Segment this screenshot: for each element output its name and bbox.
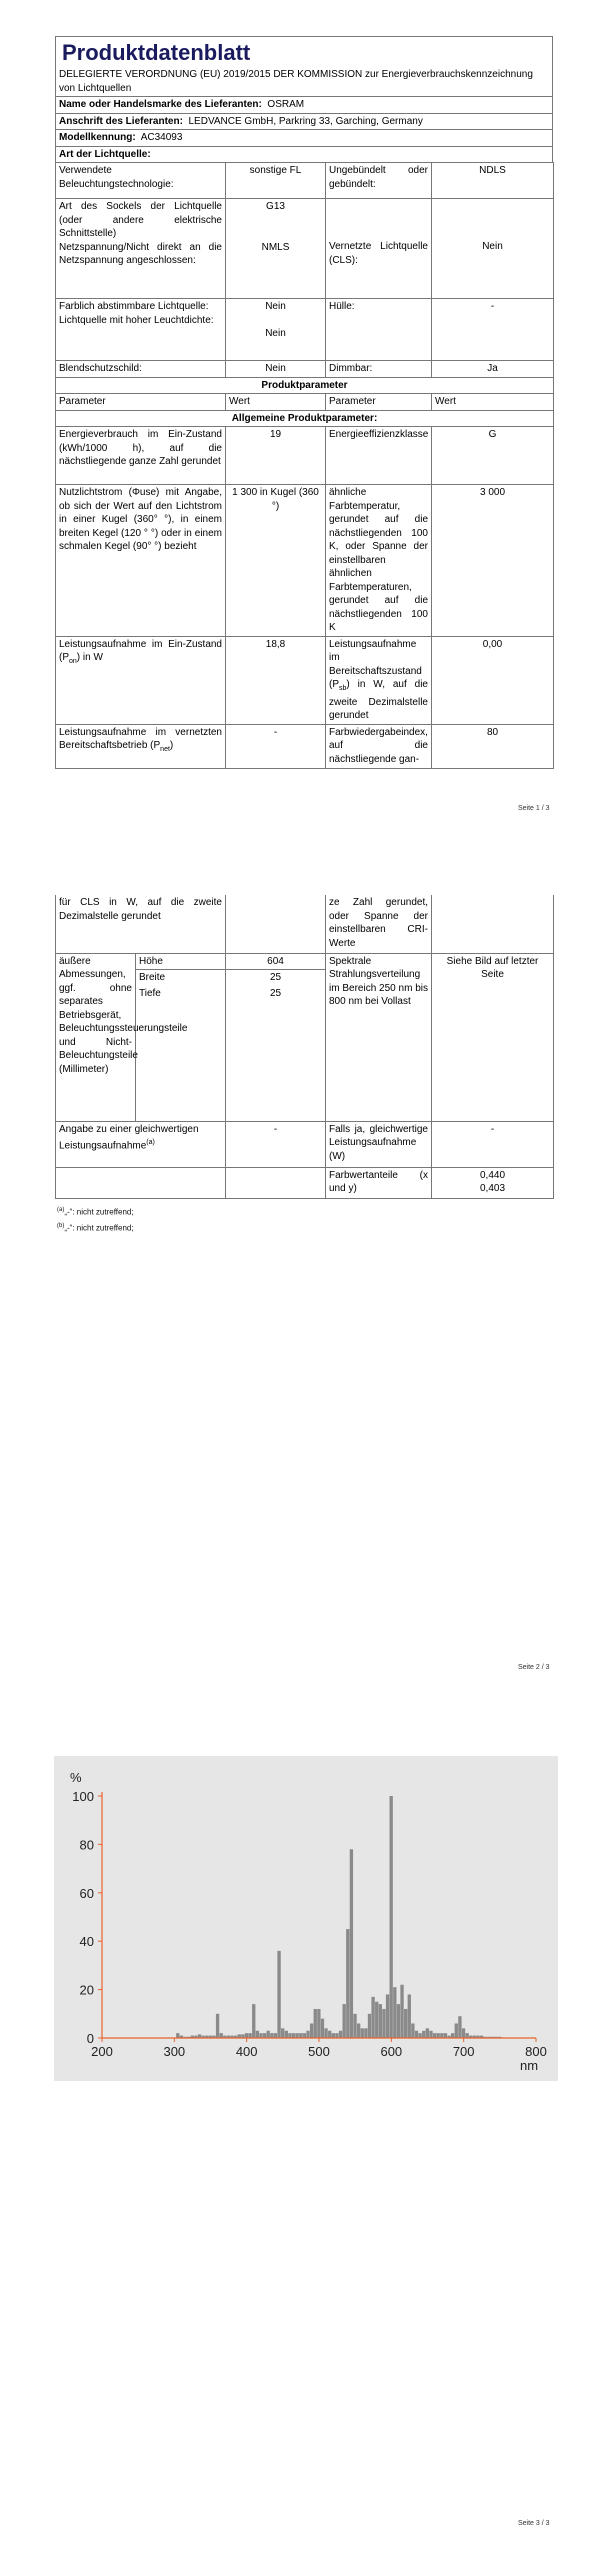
- spectral-value: Siehe Bild auf letzter Seite: [432, 953, 554, 1121]
- cri-value: 80: [432, 724, 554, 768]
- spectrum-bar: [364, 2028, 367, 2038]
- footnote-a: $^{(a)}$„-“: nicht zutreffend;: [57, 1206, 134, 1217]
- netsb-label: Leistungsaufnahme im vernetzten Bereitschaftsbetrieb $(P_{net})$: [56, 724, 226, 768]
- envelope-label: Hülle:: [326, 299, 432, 361]
- class-value: G: [432, 427, 554, 485]
- spectrum-bar: [353, 2014, 356, 2038]
- spectrum-bar: [256, 2031, 259, 2038]
- spectrum-bar: [375, 2002, 378, 2038]
- col-param-1: Parameter: [56, 394, 226, 411]
- page-number-1: Seite 1 / 3: [518, 805, 550, 812]
- chroma-y: 0,403: [479, 1183, 506, 1194]
- connected-label: Vernetzte Lichtquelle (CLS):: [326, 199, 432, 299]
- page-number-2: Seite 2 / 3: [518, 1664, 550, 1671]
- spectrum-bar: [368, 2014, 371, 2038]
- spectrum-bar: [357, 2023, 360, 2038]
- product-params-heading: Produktparameter: [56, 377, 554, 394]
- power-on-value: 18,8: [226, 636, 326, 724]
- x-tick-label: 800: [525, 2044, 547, 2059]
- x-tick-label: 500: [308, 2044, 330, 2059]
- regulation-text: DELEGIERTE VERORDNUNG (EU) 2019/2015 DER KOMMISSION zur Energieverbrauchskennzeichnung von Lichtquellen: [56, 67, 553, 97]
- spectrum-bar: [176, 2033, 179, 2038]
- spectrum-bar: [216, 2014, 219, 2038]
- equiv-power-value: -: [432, 1121, 554, 1167]
- continuation-table: [55, 895, 554, 1199]
- spectrum-bar: [350, 1849, 353, 2038]
- height-value: 604: [226, 954, 325, 971]
- header-table: [55, 36, 553, 163]
- y-axis-label: %: [70, 1770, 82, 1785]
- netsb-value: -: [226, 724, 326, 768]
- equiv-power-label: Falls ja, gleichwertige Leistungsaufnahme (W): [326, 1121, 432, 1167]
- spectrum-bar: [339, 2031, 342, 2038]
- empty-cell: [432, 895, 554, 953]
- spectrum-bar: [433, 2033, 436, 2038]
- dimmable-label: Dimmbar:: [326, 361, 432, 378]
- spectrum-bar: [393, 1987, 396, 2038]
- cct-label: ähnliche Farbtemperatur, gerundet auf die nächstliegenden 100 K, oder Spanne der einstellbaren ähnlichen Farbtemperaturen, gerundet auf die nächstliegenden 100 K: [326, 485, 432, 637]
- flux-value: 1 300 in Kugel (360 °): [226, 485, 326, 637]
- spectrum-bar: [299, 2033, 302, 2038]
- spectrum-bar: [306, 2031, 309, 2038]
- light-source-table: [55, 162, 554, 769]
- spectrum-bar: [303, 2033, 306, 2038]
- dims-sublabels: [136, 953, 226, 1121]
- spectrum-bar: [458, 2016, 461, 2038]
- page-number-3: Seite 3 / 3: [518, 2520, 550, 2527]
- tunable-luminance-values: Nein Nein: [226, 299, 326, 361]
- envelope-value: -: [432, 299, 554, 361]
- spectrum-bar: [404, 2009, 407, 2038]
- spectrum-bar: [451, 2033, 454, 2038]
- col-param-2: Parameter: [326, 394, 432, 411]
- empty-cell: [226, 1167, 326, 1198]
- spectrum-bar: [455, 2023, 458, 2038]
- spectrum-bar: [277, 1951, 280, 2038]
- standby-label: Leistungsaufnahme im Bereitschaftszustand $(P_{sb})$ in W, auf die zweite Dezimalstelle gerundet: [326, 636, 432, 724]
- spectrum-bar: [274, 2033, 277, 2038]
- spectrum-bar: [397, 2004, 400, 2038]
- x-tick-label: 400: [235, 2044, 258, 2059]
- spectral-label: Spektrale Strahlungsverteilung im Bereich 250 nm bis 800 nm bei Vollast: [326, 953, 432, 1121]
- spectrum-bar: [462, 2028, 465, 2038]
- chroma-values: [432, 1167, 554, 1198]
- document-title: Produktdatenblatt: [56, 37, 553, 68]
- spectrum-bar: [440, 2033, 443, 2038]
- chroma-label: Farbwertanteile (x und y): [326, 1167, 432, 1198]
- spectrum-bar: [295, 2033, 298, 2038]
- spectrum-bar: [292, 2033, 295, 2038]
- model-row: Modellkennung: AC34093: [56, 130, 553, 147]
- tech-value: sonstige FL: [226, 163, 326, 199]
- x-tick-label: 200: [91, 2044, 113, 2059]
- spectrum-bar: [379, 2004, 382, 2038]
- spectrum-bar: [411, 2023, 414, 2038]
- spectrum-bar: [418, 2033, 421, 2038]
- spectrum-bar: [288, 2033, 291, 2038]
- y-tick-label: 0: [86, 2031, 94, 2046]
- spectrum-bar: [259, 2033, 262, 2038]
- y-tick-label: 20: [79, 1982, 94, 1998]
- spectrum-bar: [263, 2033, 266, 2038]
- spectrum-bar: [314, 2009, 317, 2038]
- shield-label: Blendschutzschild:: [56, 361, 226, 378]
- address-row: Anschrift des Lieferanten: LEDVANCE GmbH, Parkring 33, Garching, Germany: [56, 113, 553, 130]
- spectrum-bar: [321, 2019, 324, 2038]
- page-2: [55, 895, 553, 1236]
- spectrum-bar: [465, 2033, 468, 2038]
- general-params-heading: Allgemeine Produktparameter:: [56, 410, 554, 427]
- spectrum-bar: [245, 2033, 248, 2038]
- spectrum-bar: [346, 1929, 349, 2038]
- cct-value: 3 000: [432, 485, 554, 637]
- spectrum-bar: [220, 2033, 223, 2038]
- chart-background: [54, 1756, 558, 2081]
- spectrum-bar: [415, 2031, 418, 2038]
- chroma-x: 0,440: [479, 1169, 506, 1181]
- y-tick-label: 60: [79, 1885, 94, 1901]
- spectrum-bar: [400, 1985, 403, 2038]
- spectrum-bar: [310, 2023, 313, 2038]
- spectrum-bar: [248, 2033, 251, 2038]
- spectrum-bar: [343, 2004, 346, 2038]
- cri-label: Farbwiedergabeindex, auf die nächstliegende gan-: [326, 724, 432, 768]
- spectrum-bar: [386, 1994, 389, 2038]
- spectrum-bar: [444, 2033, 447, 2038]
- energy-value: 19: [226, 427, 326, 485]
- spectrum-bar: [324, 2028, 327, 2038]
- dims-label: äußere Abmessungen, ggf. ohne separates Betriebsgerät, Beleuchtungssteuerungsteile und Nicht-Beleuchtungsteile (Millimeter): [56, 953, 136, 1121]
- spectrum-bar: [426, 2028, 429, 2038]
- height-label: Höhe: [136, 954, 225, 971]
- flux-label: Nutzlichtstrom (Φuse) mit Angabe, ob sich der Wert auf den Lichtstrom in einer Kugel (360° °), in einem breiten Kegel (120 ° °) oder in einem schmalen Kegel (90° °) bezieht: [56, 485, 226, 637]
- spectrum-bar: [285, 2031, 288, 2038]
- spectrum-bar: [332, 2033, 335, 2038]
- equiv-label: Angabe zu einer gleichwertigen Leistungsaufnahme$^{(a)}$: [56, 1121, 226, 1167]
- x-tick-label: 300: [163, 2044, 186, 2059]
- spectrum-bar: [270, 2033, 273, 2038]
- cap-mains-values: G13 NMLS: [226, 199, 326, 299]
- empty-cell: [226, 895, 326, 953]
- spectrum-bar: [335, 2033, 338, 2038]
- spectrum-bar: [361, 2028, 364, 2038]
- energy-label: Energieverbrauch im Ein-Zustand (kWh/1000 h), auf die nächstliegende ganze Zahl gerundet: [56, 427, 226, 485]
- cap-mains-labels: Art des Sockels der Lichtquelle (oder andere elektrische Schnittstelle) Netzspannung/Nicht direkt an die Netzspannung angeschlossen:: [56, 199, 226, 299]
- depth-label: Tiefe: [139, 987, 161, 999]
- connected-value: Nein: [432, 199, 554, 299]
- equiv-value: -: [226, 1121, 326, 1167]
- empty-cell: [56, 1167, 226, 1198]
- spectrum-bar: [328, 2031, 331, 2038]
- spectrum-bar: [252, 2004, 255, 2038]
- dimmable-value: Ja: [432, 361, 554, 378]
- power-on-label: Leistungsaufnahme im Ein-Zustand $(P_{on})$ in W: [56, 636, 226, 724]
- col-value-2: Wert: [432, 394, 554, 411]
- spectrum-bar: [371, 1997, 374, 2038]
- cri-cont: ze Zahl gerundet, oder Spanne der einstellbaren CRI-Werte: [326, 895, 432, 953]
- x-tick-label: 600: [380, 2044, 403, 2059]
- spectrum-bar: [317, 2009, 320, 2038]
- col-value-1: Wert: [226, 394, 326, 411]
- shield-value: Nein: [226, 361, 326, 378]
- spectrum-bar: [267, 2031, 270, 2038]
- y-tick-label: 80: [79, 1837, 94, 1853]
- footnote-b: $^{(b)}$„-“: nicht zutreffend;: [57, 1223, 134, 1233]
- tunable-luminance-labels: Farblich abstimmbare Lichtquelle: Lichtquelle mit hoher Leuchtdichte:: [56, 299, 226, 361]
- page-1: [55, 36, 553, 769]
- light-source-type: Art der Lichtquelle:: [56, 146, 553, 163]
- width-value: 25: [269, 972, 282, 983]
- width-label: Breite: [139, 972, 166, 983]
- standby-value: 0,00: [432, 636, 554, 724]
- class-label: Energieeffizienzklasse: [326, 427, 432, 485]
- spectrum-bar: [422, 2031, 425, 2038]
- dims-values: [226, 953, 326, 1121]
- supplier-row: Name oder Handelsmarke des Lieferanten: OSRAM: [56, 97, 553, 114]
- depth-value: 25: [269, 987, 282, 999]
- spectrum-bar: [408, 1994, 411, 2038]
- spectrum-bar: [281, 2028, 284, 2038]
- x-axis-label: nm: [520, 2058, 539, 2073]
- spectrum-bar: [390, 1796, 393, 2038]
- tech-label: Verwendete Beleuchtungstechnologie:: [56, 163, 226, 199]
- x-tick-label: 700: [452, 2044, 475, 2059]
- spectrum-bar: [437, 2033, 440, 2038]
- netsb-cont: für CLS in W, auf die zweite Dezimalstelle gerundet: [56, 895, 226, 953]
- y-tick-label: 100: [72, 1789, 94, 1804]
- spectral-chart: [54, 1756, 558, 2081]
- spectrum-bar: [429, 2031, 432, 2038]
- spectrum-bar: [382, 2009, 385, 2038]
- focus-label: Ungebündelt oder gebündelt:: [326, 163, 432, 199]
- y-tick-label: 40: [79, 1934, 94, 1950]
- focus-value: NDLS: [432, 163, 554, 199]
